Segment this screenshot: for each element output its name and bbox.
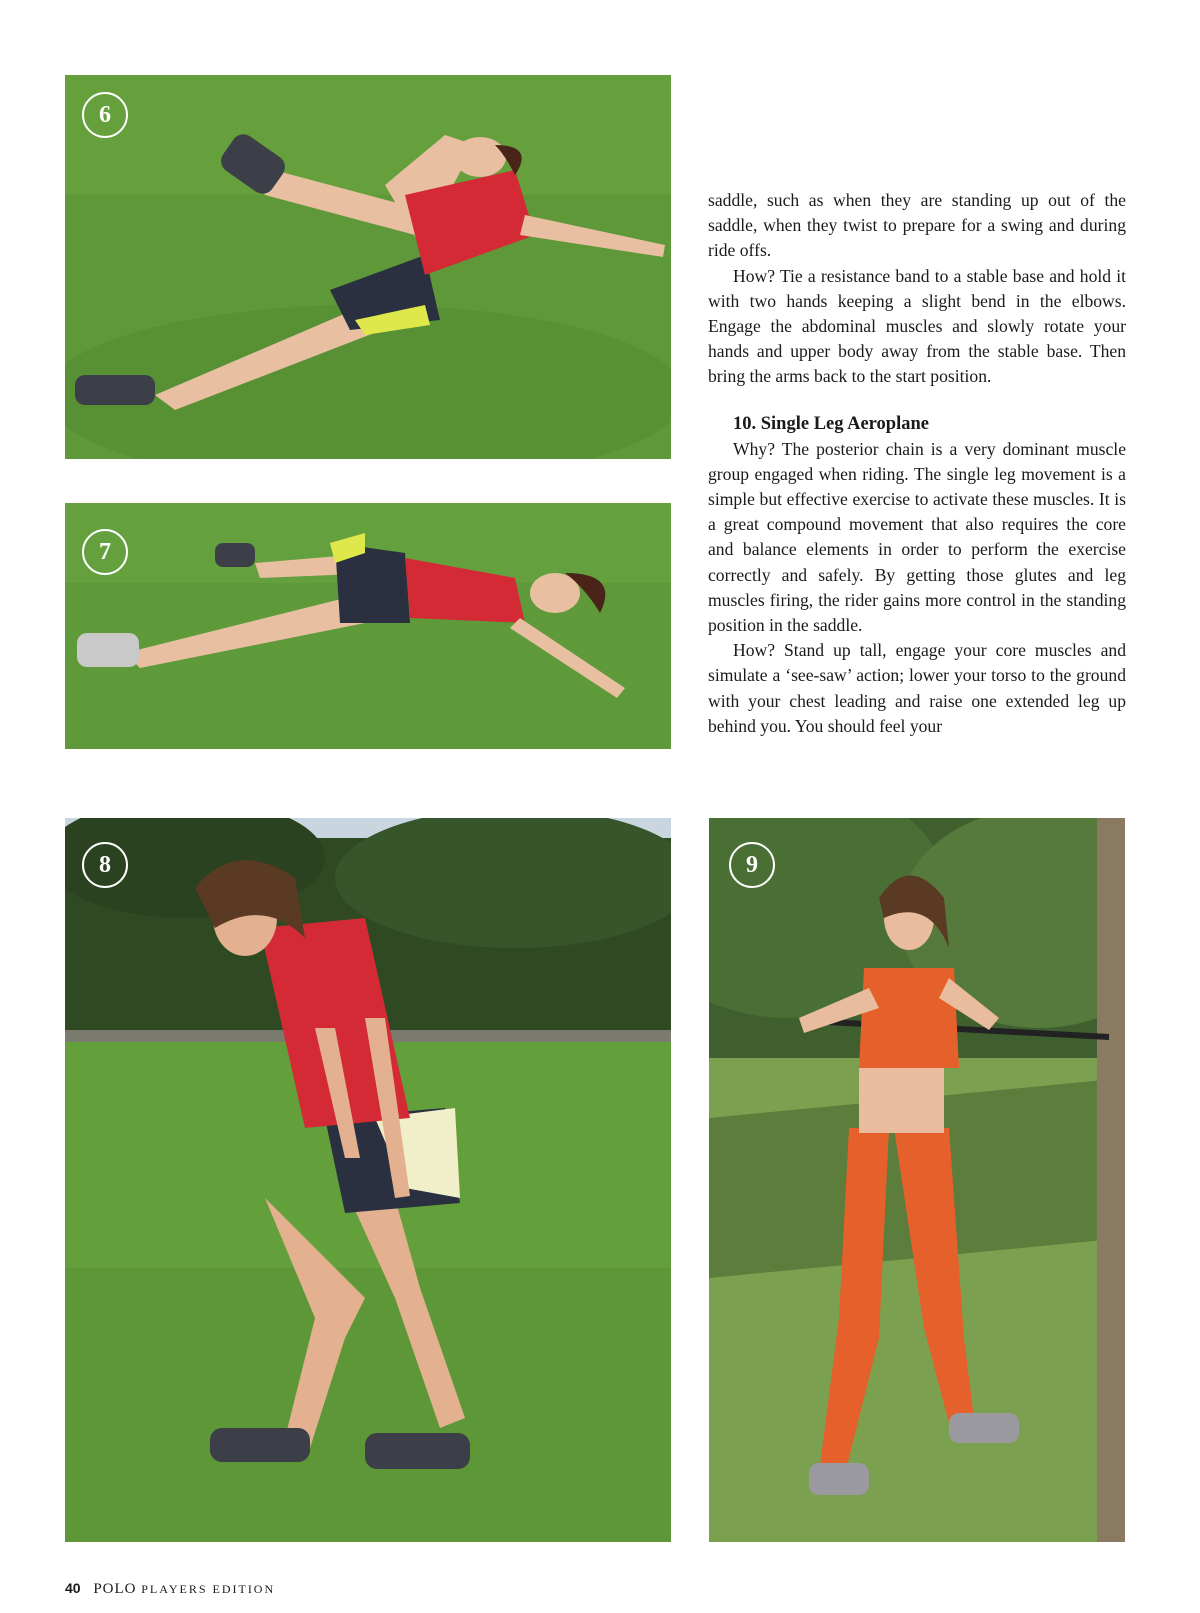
page-footer	[65, 1580, 275, 1598]
paragraph-continuation: saddle, such as when they are standing up out of the saddle, when they twist to prepare for a swing and during ride offs.	[708, 190, 1126, 261]
section-heading: 10. Single Leg Aeroplane	[733, 413, 929, 434]
photo-8-single-leg-aeroplane	[65, 818, 671, 1542]
page-number: 40	[65, 1580, 81, 1596]
paragraph-how-aeroplane: How? Stand up tall, engage your core muscles and simulate a ‘see-saw’ action; lower your torso to the ground with your chest leading and raise one extended leg up behind you. You should feel your	[708, 640, 1126, 736]
photo-7-hip-rotation-stretch	[65, 503, 671, 749]
article-text-column	[708, 188, 1126, 739]
footer-edition: PLAYERS EDITION	[141, 1582, 276, 1596]
paragraph-how-rotation: How? Tie a resistance band to a stable base and hold it with two hands keeping a slight bend in the elbows. Engage the abdominal muscles and slowly rotate your hands and upper body away from the stable base. Then bring the arms back to the start position.	[708, 265, 1126, 387]
footer-brand: POLO	[93, 1581, 137, 1597]
step-number-badge: 9	[729, 842, 775, 888]
step-number-badge: 8	[82, 842, 128, 888]
photo-9-resistance-band-rotation	[709, 818, 1125, 1542]
step-number-badge: 7	[82, 529, 128, 575]
photo-6-knee-cross-stretch	[65, 75, 671, 459]
step-number-badge: 6	[82, 92, 128, 138]
paragraph-why-aeroplane: Why? The posterior chain is a very dominant muscle group engaged when riding. The single leg movement is a simple but effective exercise to activate these muscles. It is a great compound movement that also requires the core and balance elements in order to perform the exercise correctly and safely. By getting those glutes and leg muscles firing, the rider gains more control in the standing position in the saddle.	[708, 438, 1126, 636]
